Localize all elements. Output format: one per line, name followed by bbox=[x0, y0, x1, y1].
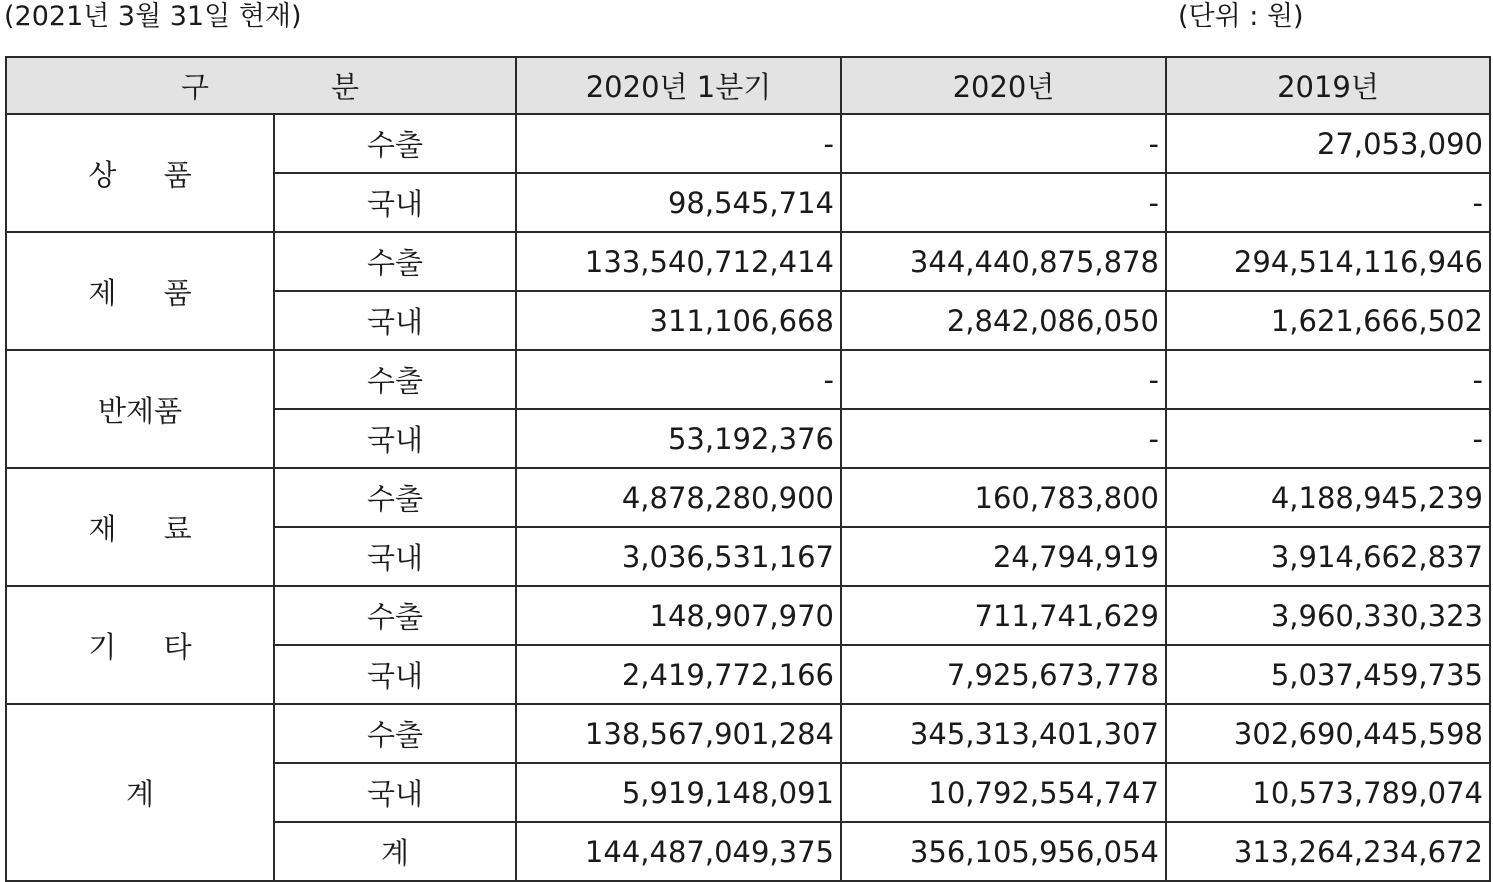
subcategory-cell: 국내 bbox=[274, 527, 516, 586]
value-cell: 1,621,666,502 bbox=[1166, 291, 1490, 350]
table-row bbox=[6, 350, 1490, 409]
header-category bbox=[6, 57, 516, 114]
unit-label: (단위 : 원) bbox=[1178, 1, 1304, 32]
subcategory-cell: 국내 bbox=[274, 645, 516, 704]
value-cell: - bbox=[841, 173, 1166, 232]
value-cell: 160,783,800 bbox=[841, 468, 1166, 527]
value-cell: 302,690,445,598 bbox=[1166, 704, 1490, 763]
table-header bbox=[6, 57, 1490, 114]
table-caption bbox=[0, 0, 1493, 40]
value-cell: 2,842,086,050 bbox=[841, 291, 1166, 350]
table-body bbox=[6, 114, 1490, 881]
value-cell: 313,264,234,672 bbox=[1166, 822, 1490, 881]
value-cell: - bbox=[841, 409, 1166, 468]
subcategory-cell: 국내 bbox=[274, 173, 516, 232]
subcategory-cell: 계 bbox=[274, 822, 516, 881]
value-cell: 711,741,629 bbox=[841, 586, 1166, 645]
value-cell: 5,919,148,091 bbox=[516, 763, 841, 822]
sales-table bbox=[5, 56, 1491, 882]
subcategory-cell: 수출 bbox=[274, 114, 516, 173]
subcategory-cell: 국내 bbox=[274, 409, 516, 468]
header-2020: 2020년 bbox=[841, 57, 1166, 114]
subcategory-cell: 수출 bbox=[274, 704, 516, 763]
category-cell: 기 타 bbox=[6, 586, 274, 704]
value-cell: 2,419,772,166 bbox=[516, 645, 841, 704]
value-cell: - bbox=[841, 114, 1166, 173]
subcategory-cell: 수출 bbox=[274, 586, 516, 645]
value-cell: 5,037,459,735 bbox=[1166, 645, 1490, 704]
value-cell: 10,792,554,747 bbox=[841, 763, 1166, 822]
value-cell: - bbox=[841, 350, 1166, 409]
header-2020-q1: 2020년 1분기 bbox=[516, 57, 841, 114]
value-cell: 345,313,401,307 bbox=[841, 704, 1166, 763]
table-row bbox=[6, 232, 1490, 291]
category-cell: 반제품 bbox=[6, 350, 274, 468]
value-cell: - bbox=[516, 350, 841, 409]
value-cell: 3,036,531,167 bbox=[516, 527, 841, 586]
value-cell: 144,487,049,375 bbox=[516, 822, 841, 881]
value-cell: 3,960,330,323 bbox=[1166, 586, 1490, 645]
subcategory-cell: 국내 bbox=[274, 763, 516, 822]
value-cell: 311,106,668 bbox=[516, 291, 841, 350]
table-row bbox=[6, 114, 1490, 173]
value-cell: 27,053,090 bbox=[1166, 114, 1490, 173]
category-cell: 계 bbox=[6, 704, 274, 881]
value-cell: 98,545,714 bbox=[516, 173, 841, 232]
value-cell: 356,105,956,054 bbox=[841, 822, 1166, 881]
as-of-date: (2021년 3월 31일 현재) bbox=[4, 1, 302, 32]
header-2019: 2019년 bbox=[1166, 57, 1490, 114]
value-cell: 4,878,280,900 bbox=[516, 468, 841, 527]
header-category-a: 구 bbox=[181, 70, 210, 104]
subcategory-cell: 수출 bbox=[274, 350, 516, 409]
subcategory-cell: 국내 bbox=[274, 291, 516, 350]
value-cell: - bbox=[1166, 350, 1490, 409]
table-row bbox=[6, 586, 1490, 645]
value-cell: 344,440,875,878 bbox=[841, 232, 1166, 291]
value-cell: 138,567,901,284 bbox=[516, 704, 841, 763]
category-cell: 제 품 bbox=[6, 232, 274, 350]
value-cell: 24,794,919 bbox=[841, 527, 1166, 586]
subcategory-cell: 수출 bbox=[274, 232, 516, 291]
category-cell: 상 품 bbox=[6, 114, 274, 232]
value-cell: - bbox=[516, 114, 841, 173]
value-cell: - bbox=[1166, 173, 1490, 232]
table-row bbox=[6, 468, 1490, 527]
value-cell: 3,914,662,837 bbox=[1166, 527, 1490, 586]
value-cell: 53,192,376 bbox=[516, 409, 841, 468]
subcategory-cell: 수출 bbox=[274, 468, 516, 527]
value-cell: 294,514,116,946 bbox=[1166, 232, 1490, 291]
value-cell: 7,925,673,778 bbox=[841, 645, 1166, 704]
value-cell: 10,573,789,074 bbox=[1166, 763, 1490, 822]
value-cell: - bbox=[1166, 409, 1490, 468]
value-cell: 148,907,970 bbox=[516, 586, 841, 645]
category-cell: 재 료 bbox=[6, 468, 274, 586]
value-cell: 4,188,945,239 bbox=[1166, 468, 1490, 527]
value-cell: 133,540,712,414 bbox=[516, 232, 841, 291]
header-category-b: 분 bbox=[330, 70, 359, 104]
table-row bbox=[6, 704, 1490, 763]
